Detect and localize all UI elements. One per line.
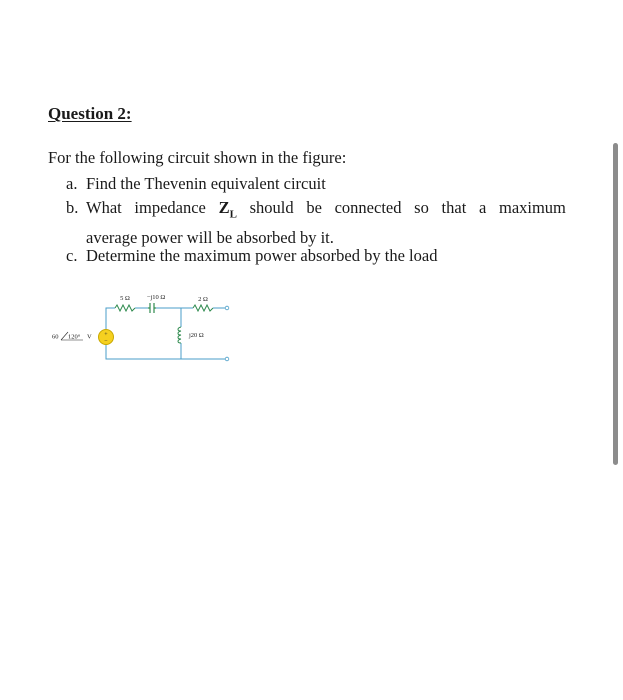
question-item-a: [66, 172, 571, 196]
source-label: [52, 332, 92, 341]
item-text: Determine the maximum power absorbed by the load: [86, 246, 438, 265]
question-item-b: [66, 196, 571, 250]
item-word: maximum: [498, 198, 566, 217]
resistor-5-ohm: [115, 305, 135, 311]
terminal-bottom: [225, 357, 229, 361]
circuit-diagram: [40, 285, 240, 375]
item-text: Find the Thevenin equivalent circuit: [86, 174, 326, 193]
question-heading: Question 2:: [48, 104, 132, 123]
item-marker: b.: [66, 198, 79, 217]
resistor-2-ohm-label: 2 Ω: [198, 296, 208, 303]
item-b-continuation: average power will be absorbed by it.: [86, 228, 334, 248]
item-word: connected: [334, 198, 402, 217]
inductor-j20: [178, 327, 181, 343]
question-intro: For the following circuit shown in the figure:: [48, 148, 347, 167]
source-minus-sign: −: [104, 338, 108, 345]
capacitor-j10: [148, 303, 156, 313]
angle-symbol: [61, 332, 68, 340]
item-b-first-line: [66, 196, 566, 226]
source-angle: 120°: [68, 333, 81, 341]
load-impedance-symbol: $Z_L$: [218, 198, 237, 221]
wire-left-top: [106, 308, 115, 329]
source-magnitude: 60: [52, 333, 59, 341]
item-marker: c.: [66, 246, 78, 265]
wire-bottom-rail: [106, 344, 225, 359]
source-unit: V: [87, 333, 92, 341]
item-word: a: [478, 198, 487, 217]
resistor-5-ohm-label: 5 Ω: [120, 295, 130, 302]
item-word: What: [86, 198, 122, 217]
question-item-c: [66, 244, 571, 268]
resistor-2-ohm: [193, 305, 213, 311]
inductor-label: j20 Ω: [189, 332, 204, 339]
item-word: that: [441, 198, 467, 217]
item-word: should: [249, 198, 294, 217]
wire-c1-node: [156, 308, 181, 327]
source-plus-sign: +: [104, 332, 108, 338]
vertical-scrollbar[interactable]: [613, 143, 618, 465]
item-word: impedance: [134, 198, 206, 217]
item-word: be: [306, 198, 322, 217]
voltage-source: [99, 330, 114, 345]
terminal-top: [225, 306, 229, 310]
item-marker: a.: [66, 174, 78, 193]
item-word: so: [414, 198, 429, 217]
capacitor-label: −j10 Ω: [146, 294, 166, 301]
